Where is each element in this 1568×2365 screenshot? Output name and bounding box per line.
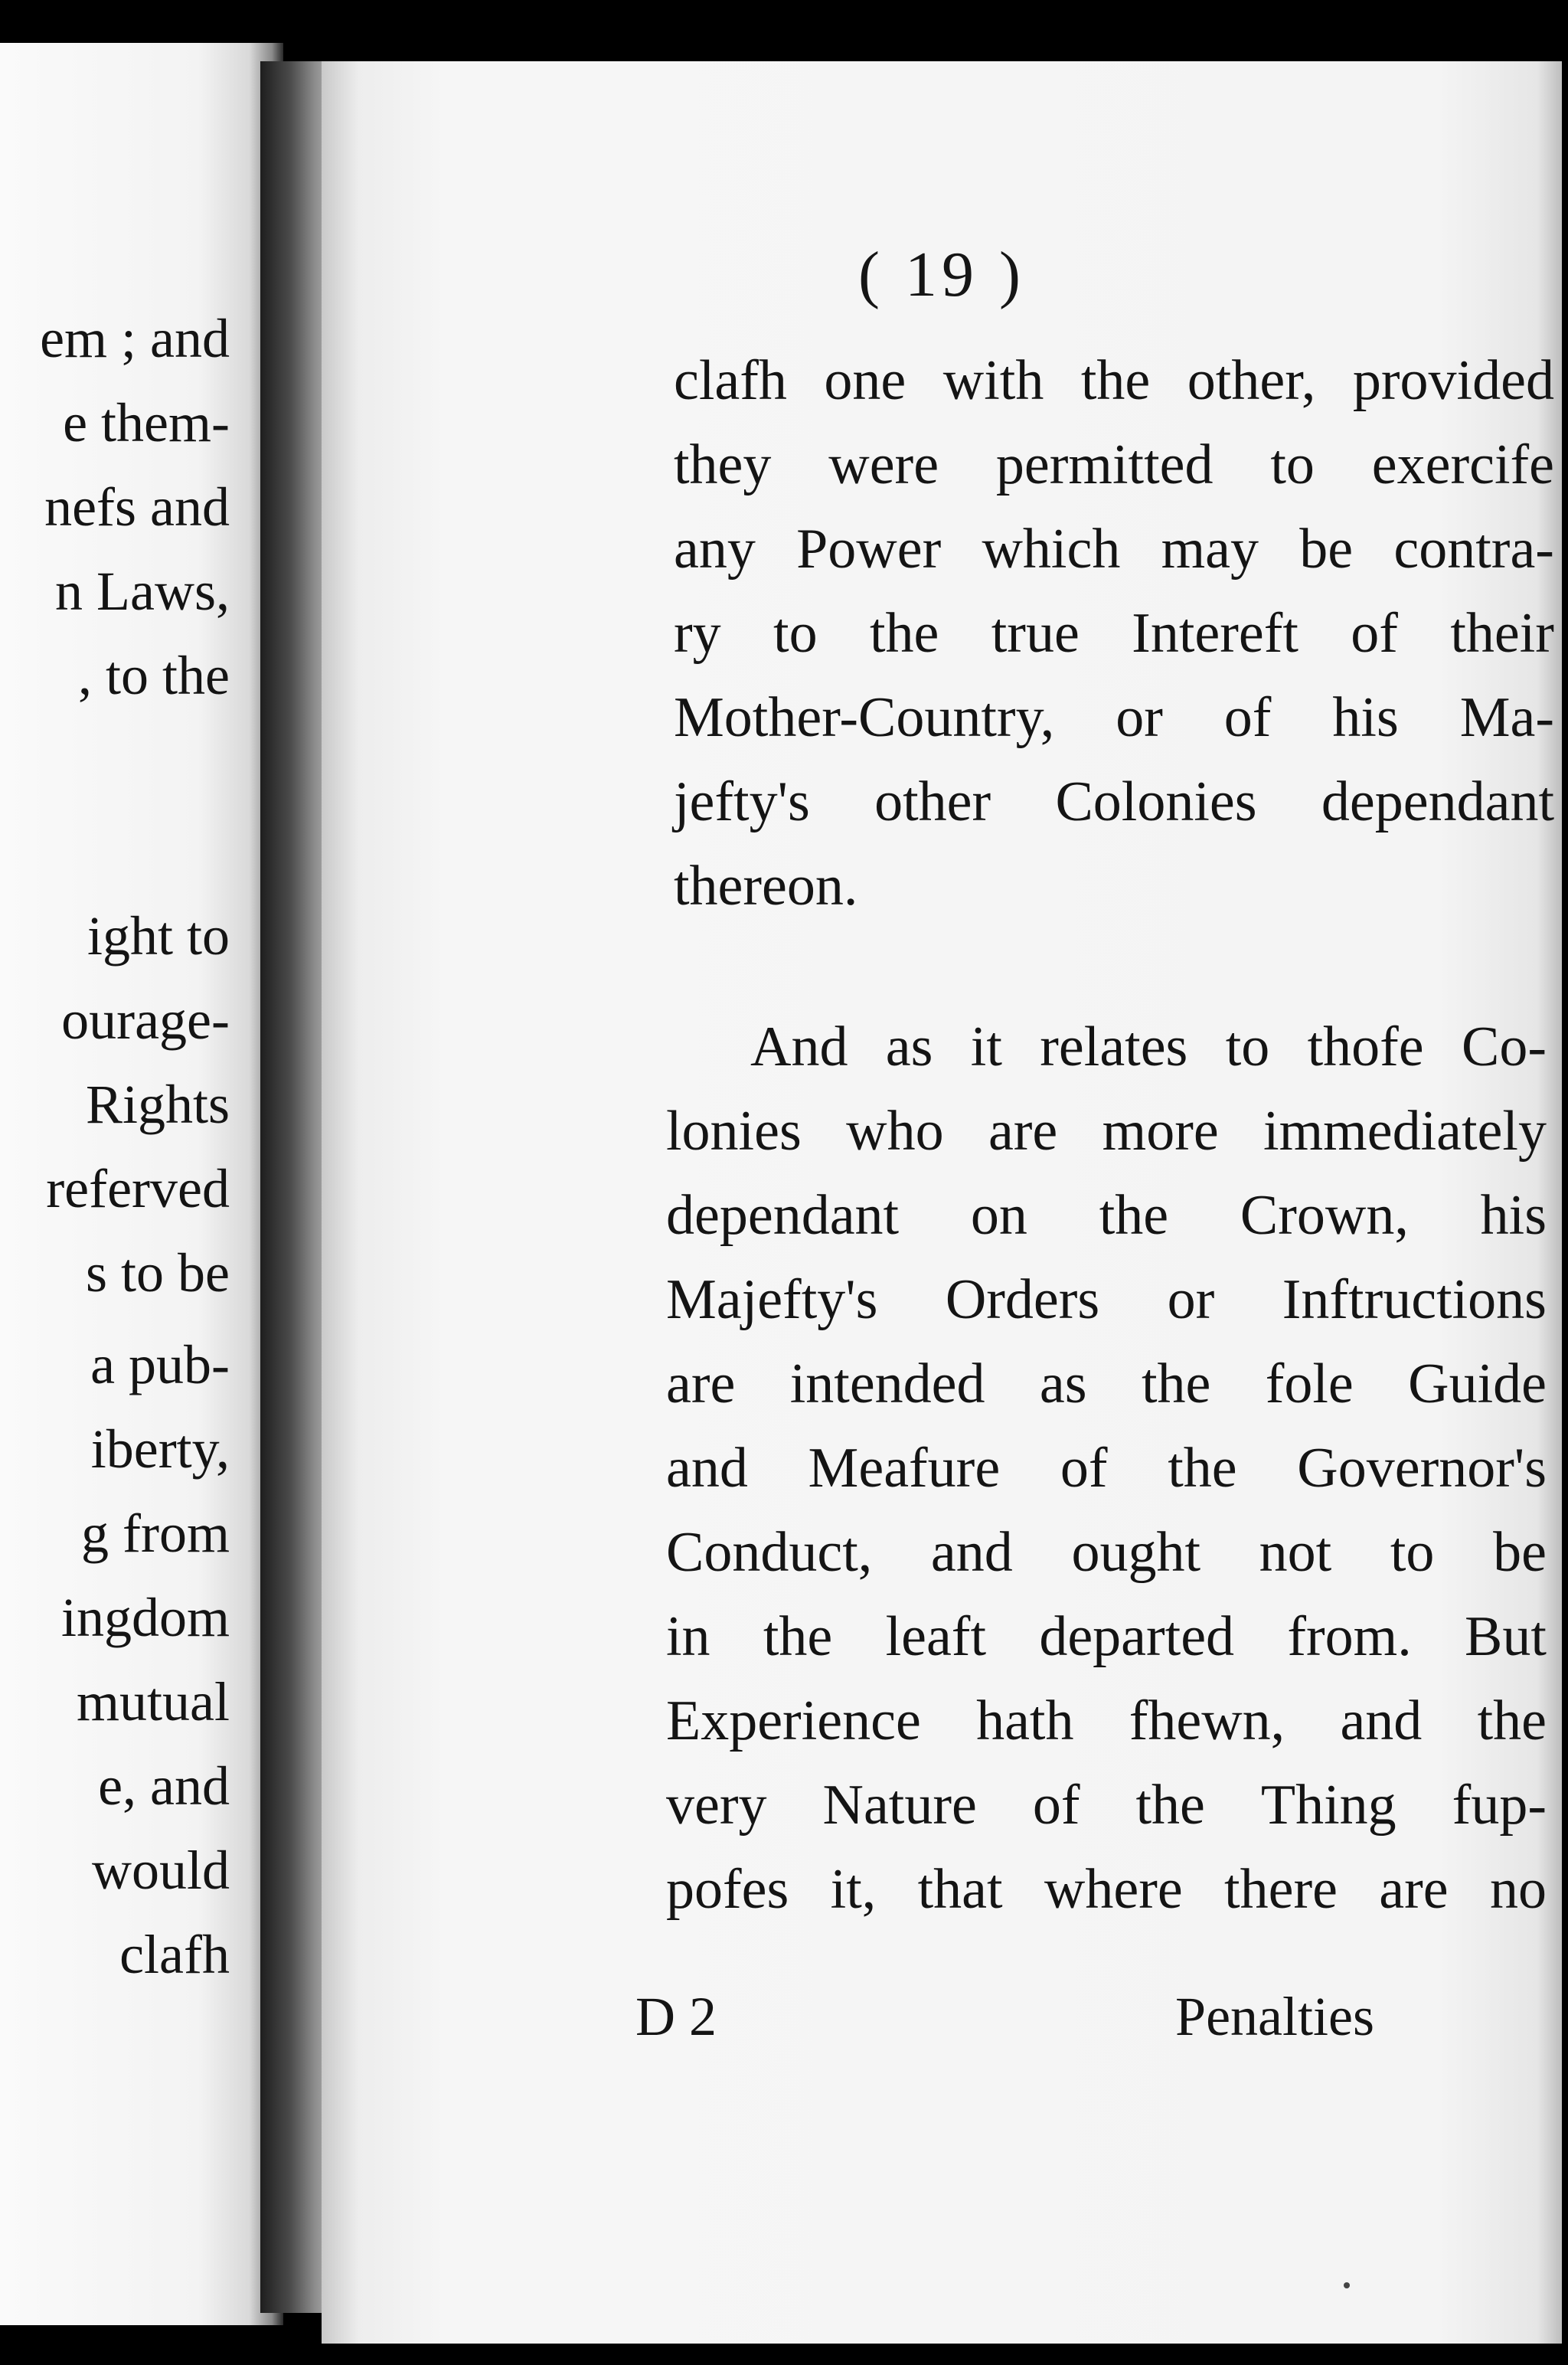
word: leaft [885,1605,987,1668]
page-number: ( 19 ) [858,239,1025,310]
word: from. [1287,1605,1412,1668]
word: Orders [945,1268,1100,1331]
word: thereon. [674,855,858,918]
word: ry [674,602,721,665]
text-line [666,1184,1547,1247]
text-line [666,1605,1547,1668]
word: one [824,349,906,412]
left-page-line: e them- [63,392,230,453]
word: Conduct, [666,1521,873,1584]
word: the [1080,349,1151,412]
word: on [970,1184,1027,1247]
word: and [666,1437,748,1500]
word: to [1390,1521,1435,1584]
word: the [1135,1774,1205,1837]
word: are [988,1100,1058,1163]
word: relates [1040,1016,1188,1078]
text-line [666,1858,1547,1921]
word: any [674,518,756,581]
left-page-line: ourage- [61,990,230,1051]
right-page [322,61,1562,2344]
text-line [674,433,1554,496]
text-line [666,1353,1547,1415]
word: thofe [1307,1016,1424,1078]
word: were [828,433,939,496]
word: of [1223,686,1272,749]
word: the [1477,1690,1547,1752]
word: And [750,1016,848,1078]
word: that [917,1858,1003,1921]
word: the [869,602,939,665]
word: Co- [1462,1016,1547,1078]
paragraph-2 [666,1016,1547,1976]
word: jefty's [674,770,810,833]
word: other, [1187,349,1316,412]
word: Crown, [1240,1184,1409,1247]
word: of [1351,602,1398,665]
catchword: Penalties [1175,1986,1374,2047]
text-line [674,518,1554,581]
left-page-line: em ; and [40,308,230,369]
word: dependant [1321,770,1554,833]
left-page [0,43,283,2325]
word: very [666,1774,767,1837]
word: which [982,518,1121,581]
word: to [1270,433,1315,496]
word: contra- [1393,518,1554,581]
left-page-line: iberty, [90,1418,230,1480]
text-line [666,1100,1547,1163]
word: true [991,602,1080,665]
word: they [674,433,772,496]
word: are [666,1353,736,1415]
text-line [674,349,1554,412]
text-line [666,1774,1547,1837]
word: Power [796,518,942,581]
word: in [666,1605,710,1668]
left-page-line: ight to [87,905,230,967]
word: his [1480,1184,1547,1247]
word: their [1450,602,1554,665]
word: it, [830,1858,877,1921]
word: fhewn, [1129,1690,1285,1752]
word: his [1332,686,1399,749]
word: Thing [1260,1774,1396,1837]
word: exercife [1371,433,1554,496]
word: more [1102,1100,1219,1163]
text-line [666,1690,1547,1752]
word: or [1167,1268,1215,1331]
word: of [1060,1437,1108,1500]
word: intended [789,1353,985,1415]
signature-mark: D 2 [635,1986,717,2047]
word: with [942,349,1044,412]
word: where [1044,1858,1183,1921]
word: permitted [995,433,1214,496]
word: and [1340,1690,1423,1752]
word: no [1489,1858,1547,1921]
word: Nature [822,1774,977,1837]
word: to [1225,1016,1270,1078]
word: as [1039,1353,1087,1415]
left-page-line: , to the [78,645,230,706]
word: not [1259,1521,1332,1584]
word: pofes [666,1858,789,1921]
word: the [1099,1184,1169,1247]
left-page-line: s to be [86,1242,230,1304]
word: it [970,1016,1002,1078]
word: there [1224,1858,1338,1921]
word: and [930,1521,1013,1584]
left-page-line: clafh [119,1924,230,1985]
left-page-line: n Laws, [55,561,230,622]
word: fole [1265,1353,1354,1415]
word: be [1493,1521,1547,1584]
text-line [666,1521,1547,1584]
word: or [1116,686,1163,749]
left-page-line: a pub- [90,1334,230,1395]
word: as [885,1016,933,1078]
word: ought [1071,1521,1200,1584]
word: lonies [666,1100,802,1163]
word: Ma- [1459,686,1554,749]
paragraph-1 [674,349,1554,973]
word: to [773,602,818,665]
word: Governor's [1297,1437,1547,1500]
left-page-line: would [92,1840,230,1901]
word: be [1299,518,1354,581]
word: Experience [666,1690,921,1752]
word: dependant [666,1184,900,1247]
text-line [674,686,1554,749]
word: hath [976,1690,1074,1752]
word: departed [1039,1605,1235,1668]
word: are [1379,1858,1449,1921]
word: the [1141,1353,1211,1415]
left-page-line: nefs and [44,476,230,538]
left-page-line: g from [81,1503,230,1564]
word: clafh [674,349,787,412]
left-page-line: ingdom [60,1587,230,1648]
word: who [846,1100,944,1163]
text-line [674,602,1554,665]
word: the [1168,1437,1237,1500]
word: may [1161,518,1259,581]
text-line [750,1016,1547,1078]
text-line [674,855,1554,918]
word: Guide [1408,1353,1547,1415]
word: the [763,1605,833,1668]
text-line [666,1437,1547,1500]
word: Majefty's [666,1268,878,1331]
left-page-line: referved [46,1158,230,1219]
word: But [1465,1605,1547,1668]
left-page-line: e, and [98,1755,230,1817]
word: Meafure [808,1437,1001,1500]
text-line [666,1268,1547,1331]
word: of [1032,1774,1080,1837]
word: Mother-Country, [674,686,1055,749]
text-line [674,770,1554,833]
word: Inftructions [1282,1268,1547,1331]
word: other [874,770,991,833]
word: Intereft [1132,602,1298,665]
word: fup- [1452,1774,1547,1837]
left-page-line: Rights [85,1074,230,1135]
word: provided [1352,349,1554,412]
word: immediately [1263,1100,1547,1163]
word: Colonies [1055,770,1257,833]
left-page-line: mutual [77,1671,230,1732]
paper-speck [1344,2282,1350,2288]
